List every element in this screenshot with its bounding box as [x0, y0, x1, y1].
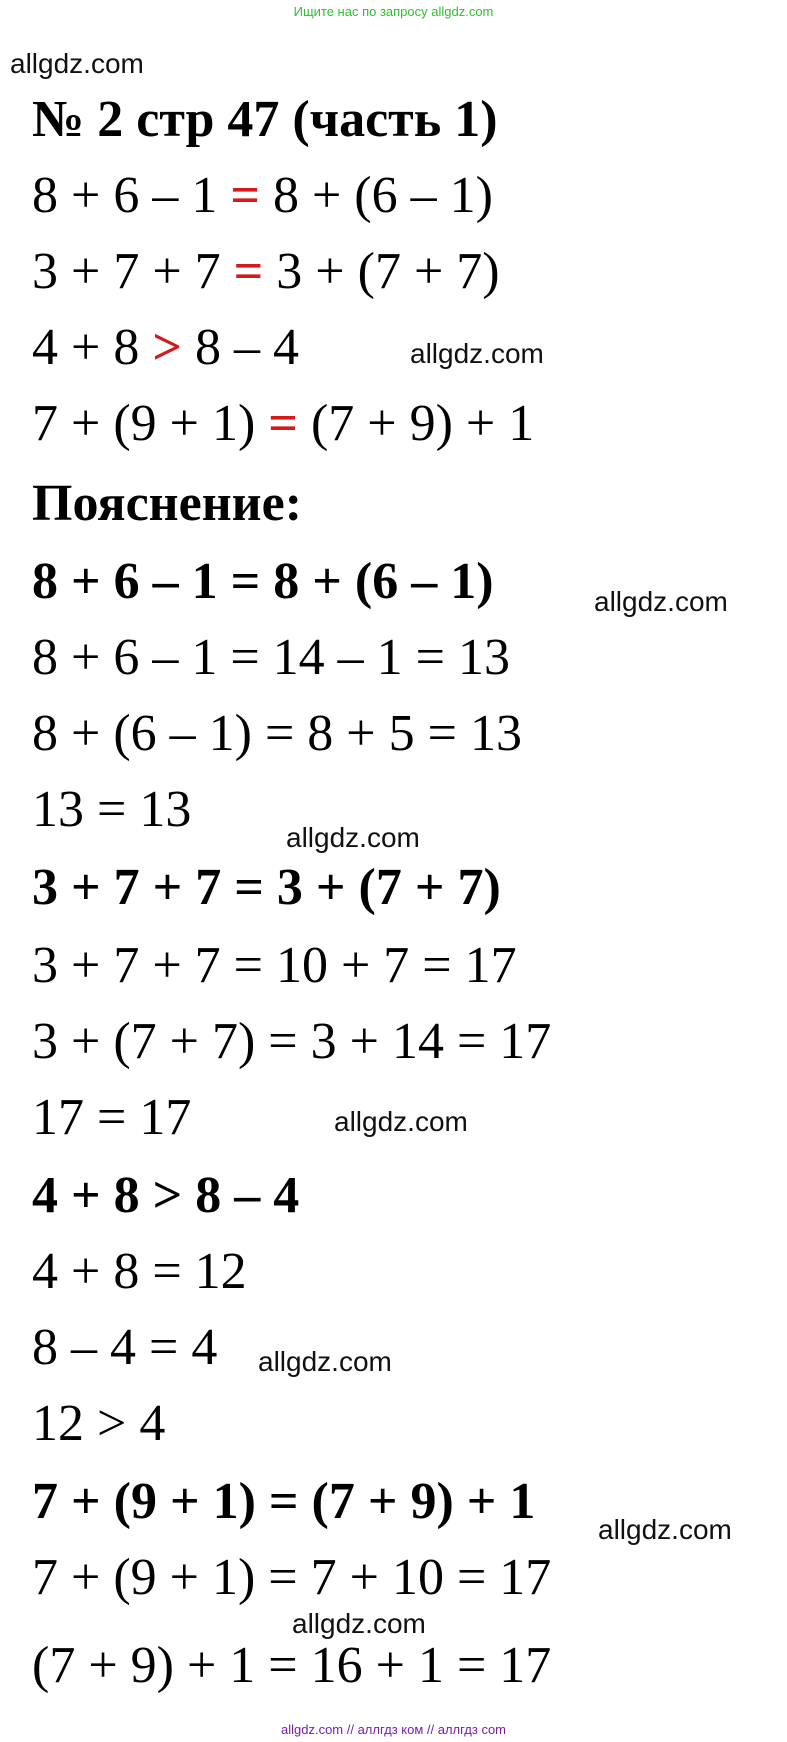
- watermark: allgdz.com: [286, 822, 420, 853]
- answer-line: [32, 167, 493, 224]
- explanation-line: 4 + 8 = 12: [32, 1243, 247, 1300]
- comparison-sign: =: [230, 167, 260, 224]
- explanation-line: 8 – 4 = 4: [32, 1319, 218, 1376]
- answer-left: 8 + 6 – 1: [32, 167, 231, 224]
- explanation-title: 7 + (9 + 1) = (7 + 9) + 1: [32, 1473, 536, 1530]
- explanation-heading: Пояснение:: [32, 475, 303, 532]
- explanation-line: 17 = 17: [32, 1089, 192, 1146]
- explanation-line: (7 + 9) + 1 = 16 + 1 = 17: [32, 1637, 552, 1694]
- comparison-sign: =: [268, 395, 298, 452]
- answer-right: 3 + (7 + 7): [263, 243, 500, 300]
- explanation-line: 12 > 4: [32, 1395, 166, 1452]
- explanation-line: 8 + (6 – 1) = 8 + 5 = 13: [32, 705, 522, 762]
- explanation-line: 3 + (7 + 7) = 3 + 14 = 17: [32, 1013, 552, 1070]
- explanation-title: 3 + 7 + 7 = 3 + (7 + 7): [32, 859, 501, 916]
- answer-right: 8 – 4: [181, 319, 299, 376]
- watermark: allgdz.com: [292, 1608, 426, 1639]
- explanation-line: 3 + 7 + 7 = 10 + 7 = 17: [32, 937, 517, 994]
- explanation-title: 8 + 6 – 1 = 8 + (6 – 1): [32, 553, 494, 610]
- watermark: allgdz.com: [410, 338, 544, 369]
- explanation-line: 13 = 13: [32, 781, 192, 838]
- page-title: № 2 стр 47 (часть 1): [32, 91, 498, 148]
- comparison-sign: >: [152, 319, 182, 376]
- answer-left: 7 + (9 + 1): [32, 395, 269, 452]
- answer-left: 4 + 8: [32, 319, 153, 376]
- explanation-line: 8 + 6 – 1 = 14 – 1 = 13: [32, 629, 510, 686]
- search-hint-banner: Ищите нас по запросу allgdz.com: [293, 4, 494, 19]
- answer-left: 3 + 7 + 7: [32, 243, 234, 300]
- watermark: allgdz.com: [334, 1106, 468, 1137]
- explanation-title: 4 + 8 > 8 – 4: [32, 1167, 300, 1224]
- watermark: allgdz.com: [258, 1346, 392, 1377]
- watermark: allgdz.com: [10, 48, 144, 79]
- answer-line: [32, 395, 535, 452]
- answer-right: (7 + 9) + 1: [297, 395, 535, 452]
- watermark: allgdz.com: [598, 1514, 732, 1545]
- explanation-line: 7 + (9 + 1) = 7 + 10 = 17: [32, 1549, 552, 1606]
- answer-line: [32, 319, 299, 376]
- watermark: allgdz.com: [594, 586, 728, 617]
- comparison-sign: =: [233, 243, 264, 300]
- footer-links: allgdz.com // аллгдз ком // аллгдз com: [280, 1722, 507, 1737]
- answer-right: 8 + (6 – 1): [259, 167, 493, 224]
- answer-line: [32, 243, 500, 300]
